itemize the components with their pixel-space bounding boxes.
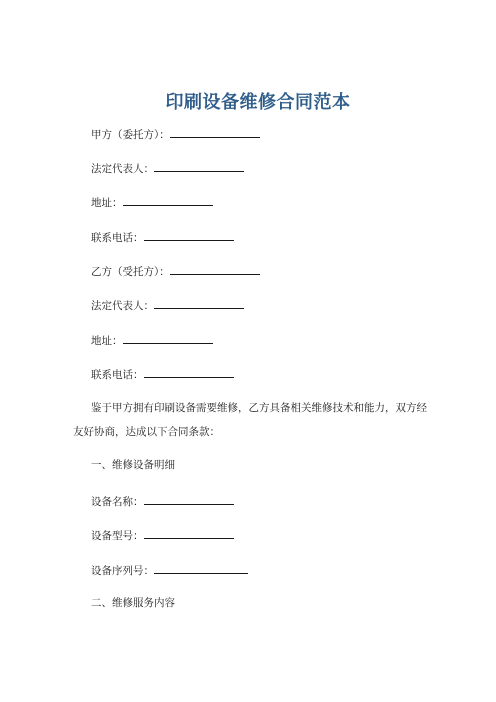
device-model-label: 设备型号： [91, 530, 144, 542]
device-serial-line [91, 562, 248, 578]
device-model-line [91, 527, 234, 543]
party-b-phone-line [91, 366, 234, 382]
party-b-rep-blank [154, 297, 244, 309]
party-b-label: 乙方（受托方）： [91, 266, 170, 278]
party-b-phone-blank [144, 366, 234, 378]
party-a-address-blank [123, 194, 213, 206]
device-serial-blank [154, 562, 248, 574]
intro-paragraph: 鉴于甲方拥有印刷设备需要维修，乙方具备相关维修技术和能力，双方经友好协商，达成以下合同条款： [73, 402, 427, 438]
document-title: 印刷设备维修合同范本 [165, 92, 351, 113]
device-name-label: 设备名称： [91, 496, 144, 508]
party-a-phone-blank [144, 229, 234, 241]
device-name-blank [144, 493, 234, 505]
party-a-line [91, 126, 260, 142]
party-b-rep-label: 法定代表人： [91, 300, 154, 312]
party-a-address-line [91, 194, 213, 210]
party-b-address-blank [123, 332, 213, 344]
party-a-phone-label: 联系电话： [91, 232, 144, 244]
party-a-rep-blank [154, 160, 244, 172]
party-a-rep-line [91, 160, 244, 176]
party-b-address-label: 地址： [91, 335, 123, 347]
party-b-address-line [91, 332, 213, 348]
party-a-rep-label: 法定代表人： [91, 163, 154, 175]
party-a-phone-line [91, 229, 234, 245]
section1-heading: 一、维修设备明细 [91, 459, 175, 471]
device-serial-label: 设备序列号： [91, 565, 154, 577]
party-b-rep-line [91, 297, 244, 313]
party-a-address-label: 地址： [91, 197, 123, 209]
party-a-label: 甲方（委托方）： [91, 129, 170, 141]
party-a-blank [170, 126, 260, 138]
device-name-line [91, 493, 234, 509]
party-b-phone-label: 联系电话： [91, 369, 144, 381]
device-model-blank [144, 527, 234, 539]
section2-heading: 二、维修服务内容 [91, 597, 175, 609]
party-b-line [91, 263, 260, 279]
party-b-blank [170, 263, 260, 275]
